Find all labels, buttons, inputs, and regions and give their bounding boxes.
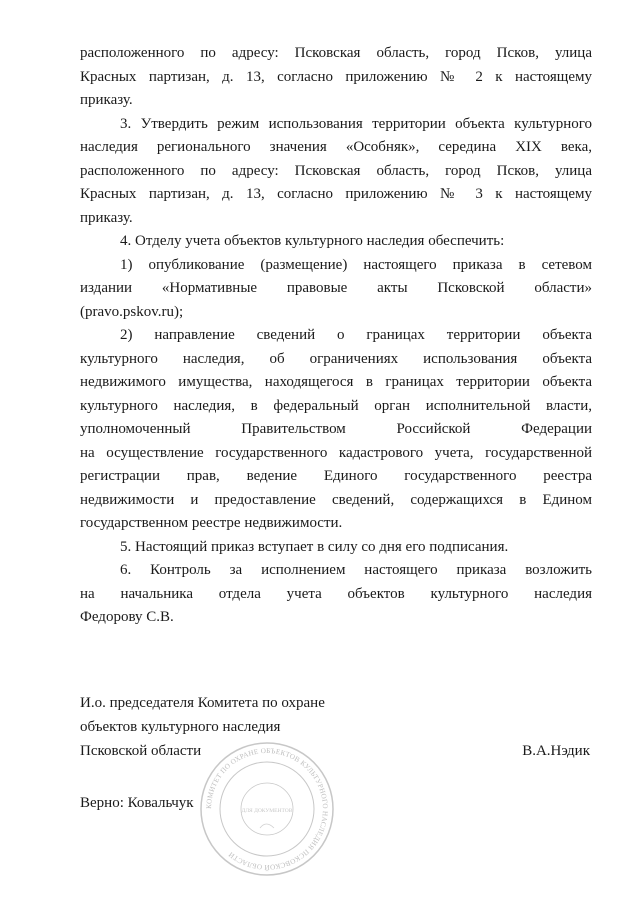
text-line: 4. Отделу учета объектов культурного наследия обеспечить: — [120, 233, 505, 249]
text-line: Федорову С.В. — [80, 609, 174, 625]
order-body-text — [80, 42, 592, 630]
text-line: уполномоченный Правительством Российской Федерации — [80, 421, 592, 437]
seal-inner-text: ДЛЯ ДОКУМЕНТОВ — [241, 808, 293, 814]
seal-outer-text: КОМИТЕТ ПО ОХРАНЕ ОБЪЕКТОВ КУЛЬТУРНОГО НАСЛЕДИЯ ПСКОВСКОЙ ОБЛАСТИ — [204, 746, 330, 872]
text-line: 3. Утвердить режим использования территории объекта культурного — [120, 115, 592, 132]
text-line: на начальника отдела учета объектов культурного наследия — [80, 585, 592, 602]
text-line: государственном реестре недвижимости. — [80, 515, 343, 531]
signer-name: В.А.Нэдик — [522, 743, 590, 759]
text-line: 5. Настоящий приказ вступает в силу со дня его подписания. — [120, 538, 509, 555]
text-line: расположенного по адресу: Псковская область, город Псков, улица — [80, 162, 592, 179]
text-line: регистрации прав, ведение Единого государственного реестра — [80, 468, 592, 484]
round-seal-icon — [198, 740, 336, 878]
text-line: приказу. — [80, 209, 133, 226]
text-line: издании «Нормативные правовые акты Псковской области» — [80, 280, 592, 296]
text-line: культурного наследия, в федеральный орган исполнительной власти, — [80, 397, 592, 414]
text-line: 2) направление сведений о границах территории объекта — [120, 327, 592, 343]
text-line: расположенного по адресу: Псковская область, город Псков, улица — [80, 45, 592, 61]
text-line: недвижимого имущества, находящегося в границах территории объекта — [80, 374, 592, 390]
text-line: 1) опубликование (размещение) настоящего приказа в сетевом — [120, 256, 592, 273]
signatory-position-line-3: Псковской области — [80, 743, 202, 759]
text-line: (pravo.pskov.ru); — [80, 303, 184, 320]
text-line: Красных партизан, д. 13, согласно приложению № 3 к настоящему — [80, 186, 592, 202]
text-line: недвижимости и предоставление сведений, содержащихся в Едином — [80, 491, 592, 508]
signatory-position-line-2: объектов культурного наследия — [80, 719, 281, 735]
text-line: 6. Контроль за исполнением настоящего приказа возложить — [120, 562, 592, 578]
text-line: приказу. — [80, 92, 133, 108]
text-line: Красных партизан, д. 13, согласно приложению № 2 к настоящему — [80, 68, 592, 85]
text-line: культурного наследия, об ограничениях использования объекта — [80, 350, 592, 367]
signatory-position-line-1: И.о. председателя Комитета по охране — [80, 695, 325, 711]
text-line: на осуществление государственного кадастрового учета, государственной — [80, 444, 592, 461]
text-line: наследия регионального значения «Особняк», середина XIX века, — [80, 139, 592, 155]
verified-copy-note: Верно: Ковальчук — [80, 795, 194, 811]
